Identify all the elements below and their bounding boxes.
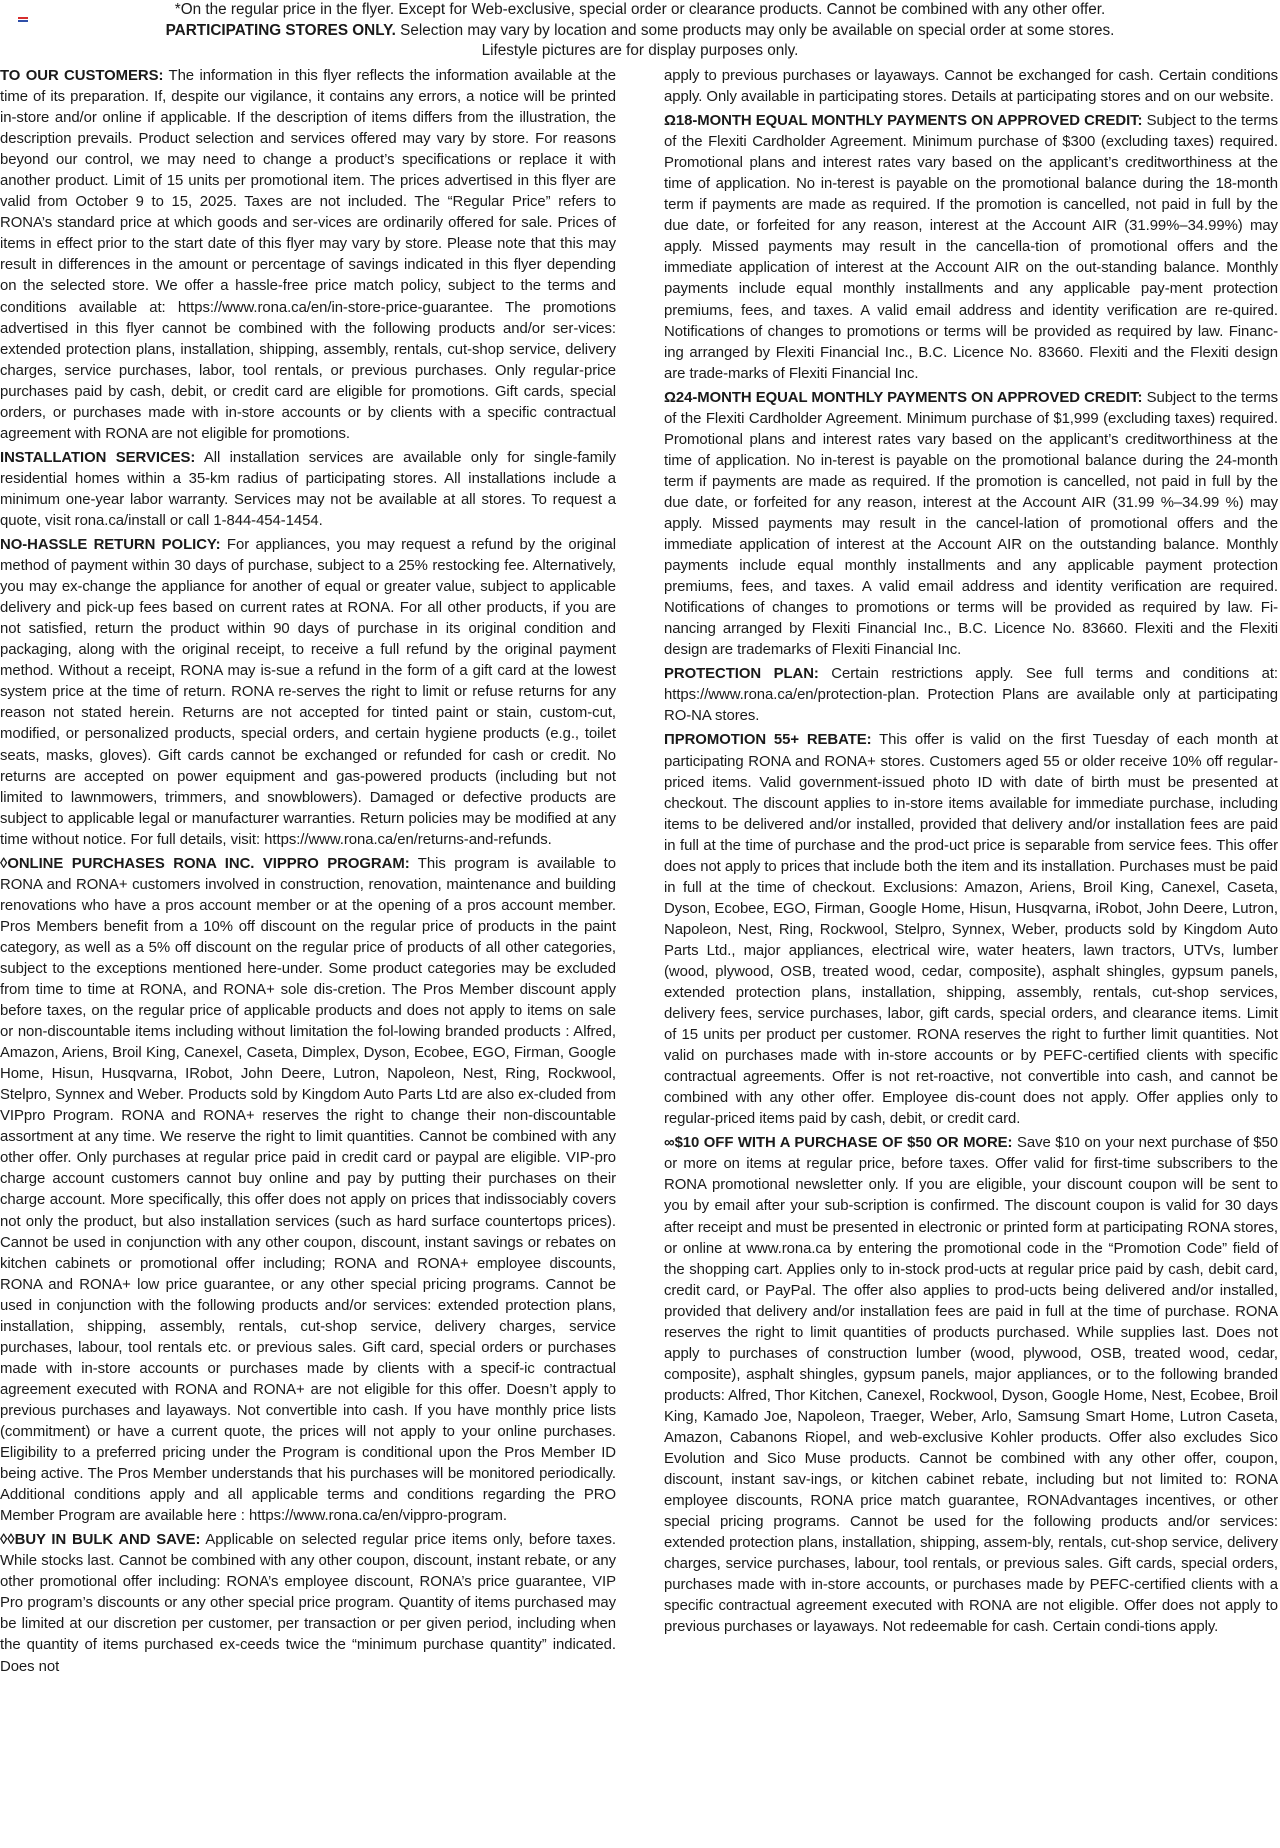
- customers-notice-heading: TO OUR CUSTOMERS:: [0, 68, 164, 84]
- protection-plan: [664, 664, 1278, 727]
- header-line-2-bold: PARTICIPATING STORES ONLY.: [165, 21, 396, 39]
- bulk-save: [0, 1530, 616, 1677]
- installation-services: [0, 448, 616, 532]
- financing-18-symbol: Ω: [664, 113, 676, 130]
- bulk-save-continued-text: apply to previous purchases or layaways. Cannot be exchanged for cash. Certain conditions apply. Only available in participating stores. Details at participating stores and on our website.: [664, 68, 1278, 106]
- financing-18-month: [664, 111, 1278, 385]
- newsletter-heading: $10 OFF WITH A PURCHASE OF $50 OR MORE:: [674, 1135, 1013, 1152]
- left-column: [0, 66, 616, 1681]
- flag-icon: [18, 17, 28, 24]
- vippro-program: [0, 854, 616, 1528]
- financing-24-heading: 24-MONTH EQUAL MONTHLY PAYMENTS ON APPROVED CREDIT:: [675, 389, 1143, 406]
- protection-plan-text: Certain restrictions apply. See full terms and conditions at: https://www.rona.ca/en/protection-plan. Protection Plans are available only at participating RO-NA stores.: [664, 666, 1278, 725]
- newsletter-10-off: [664, 1133, 1278, 1638]
- vippro-text: This program is available to RONA and RONA+ customers involved in construction, renovation, maintenance and building renovations who have a pros account member or at the opening of a pros account member. Pros Members benefit from a 10% off discount on the regular price of products in the paint category, as well as a 5% off discount on the regular price of products of all other categories, subject to the exceptions mentioned here-under. Some product categories may be excluded from time to time at RONA, and RONA+ sole dis-cretion. The Pros Member discount apply before taxes, on the regular price of applicable products and does not apply to items on sale or non-discountable items including without limitation the fol-lowing branded products : Alfred, Amazon, Ariens, Broil King, Canexel, Caseta, Dimplex, Dyson, Ecobee, EGO, Firman, Google Home, Hisun, Husqvarna, IRobot, John Deere, Lutron, Napoleon, Nest, Ring, Rockwool, Stelpro, Synnex and Weber. Products sold by Kingdom Auto Parts Ltd are also ex-cluded from VIPpro Program. RONA and RONA+ reserves the right to change their non-discountable assortment at any time. We reserve the right to limit quantities. Cannot be combined with any other offer. Only purchases at regular price paid in credit card or paypal are eligible. VIP-pro charge account customers cannot buy online and pay by putting their purchases on their charge account. More specifically, this offer does not apply on prices that indissociably covers not only the product, but also installation services (such as hard surface countertops prices). Cannot be used in conjunction with any other coupon, discount, instant savings or rebates on kitchen cabinets or promotional offer including; RONA and RONA+ employee discounts, RONA and RONA+ low price guarantee, or any other special pricing programs. Cannot be used in conjunction with the following products and/or services: extended protection plans, installation, shipping, assembly, rentals, cut-shop service, delivery charges, service purchases, labour, tool rentals etc. or previous sales. Gift card, special orders or purchases made with in-store accounts or purchases made by clients with a specif-ic contractual agreement executed with RONA and RONA+ are not eligible for this offer. Doesn’t apply to previous purchases and layaways. Not convertible into cash. If you have monthly price lists (commitment) or have a current quote, the prices will not apply to your online purchases. Eligibility to a preferred pricing under the Program is conditional upon the Pros Member ID being active. The Pros Member understands that his purchases will be monitored periodically. Additional conditions apply and all applicable terms and conditions regarding the PRO Member Program are available here : https://www.rona.ca/en/vippro-program.: [0, 855, 616, 1525]
- promotion-55-symbol: Π: [664, 732, 675, 749]
- installation-services-heading: INSTALLATION SERVICES:: [0, 449, 196, 466]
- return-policy-heading: NO-HASSLE RETURN POLICY:: [0, 537, 221, 554]
- installation-services-text: All installation services are available only for single-family residential homes within a 35-km radius of participating stores. All installations include a minimum one-year labor warranty. Services may not be available at all stores. To request a quote, visit rona.ca/install or call 1-844-454-1454.: [0, 449, 616, 529]
- vippro-symbol: ◊: [0, 855, 8, 872]
- return-policy: [0, 535, 616, 851]
- header-line-2: [0, 21, 1280, 42]
- return-policy-text: For appliances, you may request a refund by the original method of payment within 30 days of purchase, subject to a 25% restocking fee. Alternatively, you may ex-change the appliance for another of equal or greater value, subject to applicable delivery and pick-up fees based on current rates at RONA. For all other products, if you are not satisfied, return the product within 90 days of purchase in its original condition and packaging, along with the original receipt, to receive a full refund by the original payment method. Without a receipt, RONA may is-sue a refund in the form of a gift card at the lowest system price at the time of return. RONA re-serves the right to limit or refuse returns for any reason not stated herein. Returns are not accepted for tinted paint or stain, custom-cut, modified, or personalized products, special orders, and certain hygiene products (e.g., toilet seats, masks, gloves). Gift cards cannot be exchanged or refunded for cash or credit. No returns are accepted on power equipment and gas-powered products (including but not limited to lawnmowers, trimmers, and snowblowers). Damaged or defective products are subject to applicable legal or manufacturer warranties. Return policies may be modified at any time without notice. For full details, visit: https://www.rona.ca/en/returns-and-refunds.: [0, 537, 616, 848]
- bulk-save-symbol: ◊◊: [0, 1532, 15, 1549]
- bulk-save-continued: [664, 66, 1278, 108]
- protection-plan-heading: PROTECTION PLAN:: [664, 666, 819, 683]
- customers-notice: [0, 66, 616, 445]
- financing-24-text: Subject to the terms of the Flexiti Cardholder Agreement. Minimum purchase of $1,999 (excluding taxes) required. Promotional plans and interest rates vary based on the applicant’s creditworthiness at the time of application. No in-terest is payable on the promotional balance during the 24-month term if payments are made as required. If the promotion is cancelled, not paid in full by the due date, or forfeited for any reason, interest at the Account AIR (31.99 %–34.99 %) may apply. Missed payments may result in the cancel-lation of promotional offers and the immediate application of interest at the Account AIR on the outstanding balance. Monthly payments include equal monthly installments and any applicable payment protection premiums, fees, and taxes. A valid email address and identity verification are required. Notifications of changes to promotions or terms will be provided as required by law. Fi-nancing arranged by Flexiti Financial Inc., B.C. Licence No. 83660. Flexiti and the Flexiti design are trademarks of Flexiti Financial Inc.: [664, 389, 1279, 659]
- newsletter-symbol: ∞: [664, 1135, 675, 1152]
- header-line-3: Lifestyle pictures are for display purposes only.: [481, 42, 799, 59]
- financing-18-text: Subject to the terms of the Flexiti Cardholder Agreement. Minimum purchase of $300 (excluding taxes) required. Promotional plans and interest rates vary based on the applicant’s creditworthiness at the time of application. No in-terest is payable on the promotional balance during the 18-month term if payments are made as required. If the promotion is cancelled, not paid in full by the due date, or forfeited for any reason, interest at the Account AIR (31.99%–34.99%) may apply. Missed payments may result in the cancella-tion of promotional offers and the immediate application of interest at the Account AIR on the out-standing balance. Monthly payments include equal monthly installments and any applicable pay-ment protection premiums, fees, and taxes. A valid email address and identity verification are re-quired. Notifications of changes to promotions or terms will be provided as required by law. Financ-ing arranged by Flexiti Financial Inc., B.C. Licence No. 83660. Flexiti and the Flexiti design are trade-marks of Flexiti Financial Inc.: [664, 113, 1279, 382]
- header-line-1: *On the regular price in the flyer. Except for Web-exclusive, special order or clearance products. Cannot be combined with any other offer.: [174, 1, 1106, 18]
- newsletter-text: Save $10 on your next purchase of $50 or more on items at regular price, before taxes. Offer valid for first-time subscribers to the RONA promotional newsletter only. If you are eligible, your discount coupon will be sent to you by email after your sub-scription is confirmed. The discount coupon is valid for 30 days after receipt and must be presented in electronic or printed form at participating RONA stores, or online at www.rona.ca by entering the promotional code in the “Promotion Code” field of the shopping cart. Applies only to in-stock prod-ucts at regular price paid by cash, debit card, credit card, or PayPal. The offer also applies to prod-ucts being delivered and/or installed, provided that delivery and/or installation fees are paid in full at the time of purchase. RONA reserves the right to limit quantities of products purchased. While supplies last. Does not apply to purchases of construction lumber (wood, plywood, OSB, treated wood, cedar, composite), asphalt shingles, gypsum panels, major appliances, or to the following branded products: Alfred, Thor Kitchen, Canexel, Rockwool, Dyson, Google Home, Nest, Ecobee, Broil King, Kamado Joe, Napoleon, Traeger, Weber, Arlo, Samsung Smart Home, Lutron Caseta, Amazon, Cabanons Riopel, and web-exclusive Kohler products. Offer also excludes Sico Evolution and Sico Muse products. Cannot be combined with any other offer, coupon, discount, instant sav-ings, or kitchen cabinet rebate, including but not limited to: RONA employee discounts, RONA price match guarantee, RONAdvantages incentives, or other special pricing programs. Cannot be used for the following products and/or services: extended protection plans, installation, shipping, assem-bly, rentals, cut-shop service, delivery charges, service purchases, labour, tool rentals, or previous sales. Gift cards, special orders, purchases made with in-store accounts, or purchases made by PEFC-certified clients with a specific contractual agreement executed with RONA are not eligible. Offer does not apply to previous purchases or layaways. Not redeemable for cash. Certain condi-tions apply.: [664, 1135, 1278, 1636]
- disclaimer-header: [0, 0, 1280, 58]
- financing-24-symbol: Ω: [664, 389, 676, 406]
- financing-24-month: [664, 388, 1278, 662]
- financing-18-heading: 18-MONTH EQUAL MONTHLY PAYMENTS ON APPROVED CREDIT:: [675, 113, 1143, 130]
- header-line-2-rest: Selection may vary by location and some products may only be available on special order at some stores.: [395, 21, 1115, 39]
- promotion-55-text: This offer is valid on the first Tuesday of each month at participating RONA and RONA+ stores. Customers aged 55 or older receive 10% off regular-priced items. Valid government-issued photo ID with date of birth must be presented at checkout. The discount applies to in-store items available for immediate purchase, including items to be delivered and/or installed, provided that delivery and/or installation fees are paid in full at the time of purchase and the prod-uct price is separable from service fees. This offer does not apply to prices that include both the item and its installation. Purchases must be paid in full at the time of checkout. Exclusions: Amazon, Ariens, Broil King, Canexel, Caseta, Dyson, Ecobee, EGO, Firman, Google Home, Hisun, Husqvarna, iRobot, John Deere, Lutron, Napoleon, Nest, Ring, Rockwool, Stelpro, Synnex, Weber, products sold by Kingdom Auto Parts Ltd., major appliances, electrical wire, water heaters, lawn tractors, UTVs, lumber (wood, plywood, OSB, treated wood, cedar, composite), asphalt shingles, gypsum panels, extended protection plans, installation, shipping, assembly, rentals, cut-shop services, delivery fees, service purchases, labor, gift cards, special orders, and clearance items. Limit of 15 units per product per customer. RONA reserves the right to further limit quantities. Not valid on purchases made with in-store accounts or by PEFC-certified clients with specific contractual agreements. Offer is not ret-roactive, not convertible into cash, and cannot be combined with any other offer. Employee dis-count does not apply. Offer applies only to regular-priced items paid by cash, debit, or credit card.: [664, 732, 1278, 1128]
- vippro-heading: ONLINE PURCHASES RONA INC. VIPPRO PROGRAM:: [7, 855, 410, 872]
- bulk-save-text: Applicable on selected regular price items only, before taxes. While stocks last. Cannot be combined with any other coupon, discount, instant rebate, or any other promotional offer including: RONA’s employee discount, RONA’s price guarantee, VIP Pro program’s discounts or any other special price program. Quantity of items purchased may be limited at our discretion per customer, per transaction or per given period, including when the quantity of items purchased ex-ceeds twice the “minimum purchase quantity” indicated. Does not: [0, 1532, 616, 1675]
- customers-notice-text: The information in this flyer reflects the information available at the time of its preparation. If, despite our vigilance, it contains any errors, a notice will be printed in-store and/or online if applicable. If the description of items differs from the illustration, the description prevails. Product selection and services offered may vary by store. For reasons beyond our control, we may need to change a product’s specifications or replace it with another product. Limit of 15 units per promotional item. The prices advertised in this flyer are valid from October 9 to 15, 2025. Taxes are not included. The “Regular Price” refers to RONA’s standard price at which goods and ser-vices are ordinarily offered for sale. Prices of items in effect prior to the start date of this flyer may vary by store. Please note that this may result in differences in the amount or percentage of savings indicated in this flyer depending on the selected store. We offer a hassle-free price match policy, subject to the terms and conditions available at: https://www.rona.ca/en/in-store-price-guarantee. The promotions advertised in this flyer cannot be combined with the following products and/or ser-vices: extended protection plans, installation, shipping, assembly, rentals, cut-shop service, delivery charges, service purchases, labor, tool rentals, or previous purchases. Only regular-price purchases paid by cash, debit, or credit card are eligible for promotions. Gift cards, special orders, or purchases made with in-store accounts or by clients with a specific contractual agreement with RONA are not eligible for promotions.: [0, 68, 616, 442]
- promotion-55-rebate: [664, 730, 1278, 1130]
- right-column: [664, 66, 1278, 1641]
- bulk-save-heading: BUY IN BULK AND SAVE:: [14, 1532, 201, 1549]
- promotion-55-heading: PROMOTION 55+ REBATE:: [674, 732, 872, 749]
